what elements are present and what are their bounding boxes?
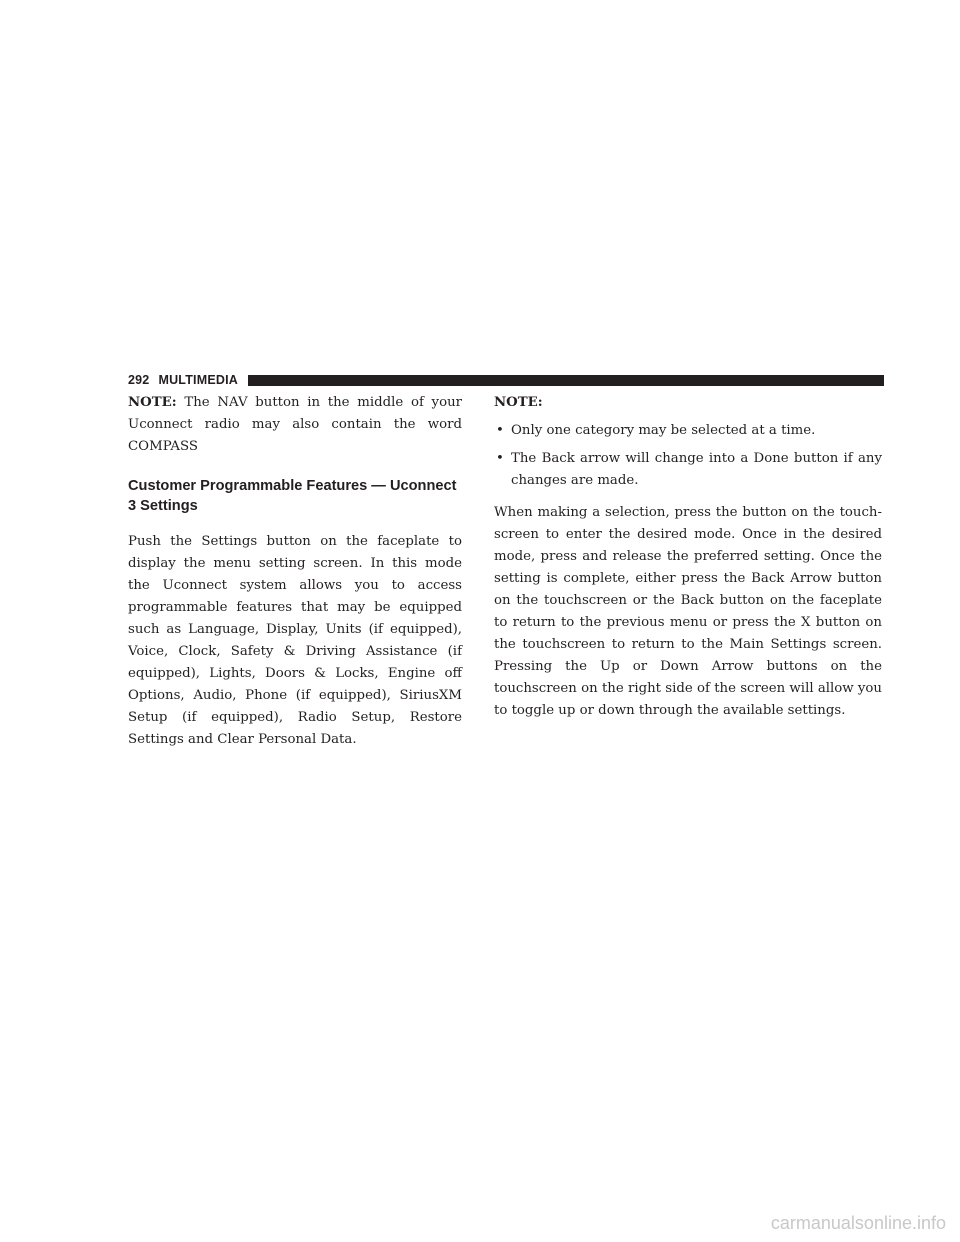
section-heading: Customer Programmable Features — Uconnect 3 Settings (128, 478, 457, 514)
header-rule (248, 375, 884, 386)
bullet-text: Only one category may be selected at a time. (511, 423, 816, 438)
selection-paragraph: When making a selection, press the button on the touch-screen to enter the desired mode. Once in the desired mode, press and release the preferred setting. Once the setting is complete, either press the Back Arrow button on the touchscreen or the Back button on the faceplate to return to the previous menu or press the X button on the touchscreen to return to the Main Settings screen. Pressing the Up or Down Arrow buttons on the touchscreen on the right side of the screen will allow you to toggle up or down through the available settings. (494, 505, 882, 718)
bullet-text: The Back arrow will change into a Done button if any changes are made. (511, 451, 882, 488)
right-column (494, 392, 882, 722)
note-label: NOTE: (128, 395, 177, 410)
left-column (128, 392, 462, 751)
list-item (494, 448, 882, 492)
page-number: 292 (128, 373, 150, 387)
note-heading: NOTE: (494, 395, 543, 410)
bullet-icon: • (496, 451, 504, 466)
settings-paragraph: Push the Settings button on the faceplate to display the menu setting screen. In this mode the Uconnect system allows you to access programmable features that may be equipped such as Language, Display, Units (if equipped), Voice, Clock, Safety & Driving Assistance (if equipped), Lights, Doors & Locks, Engine off Options, Audio, Phone (if equipped), SiriusXM Setup (if equipped), Radio Setup, Restore Settings and Clear Personal Data. (128, 534, 462, 747)
section-title: MULTIMEDIA (158, 373, 239, 387)
note-text: The NAV button in the middle of your Uconnect radio may also contain the word COMPASS (128, 395, 462, 454)
nav-note (128, 392, 462, 458)
bullet-icon: • (496, 423, 504, 438)
watermark: carmanualsonline.info (770, 1213, 946, 1233)
page-header (128, 372, 884, 388)
note-bullet-list (494, 420, 882, 492)
list-item (494, 420, 882, 442)
